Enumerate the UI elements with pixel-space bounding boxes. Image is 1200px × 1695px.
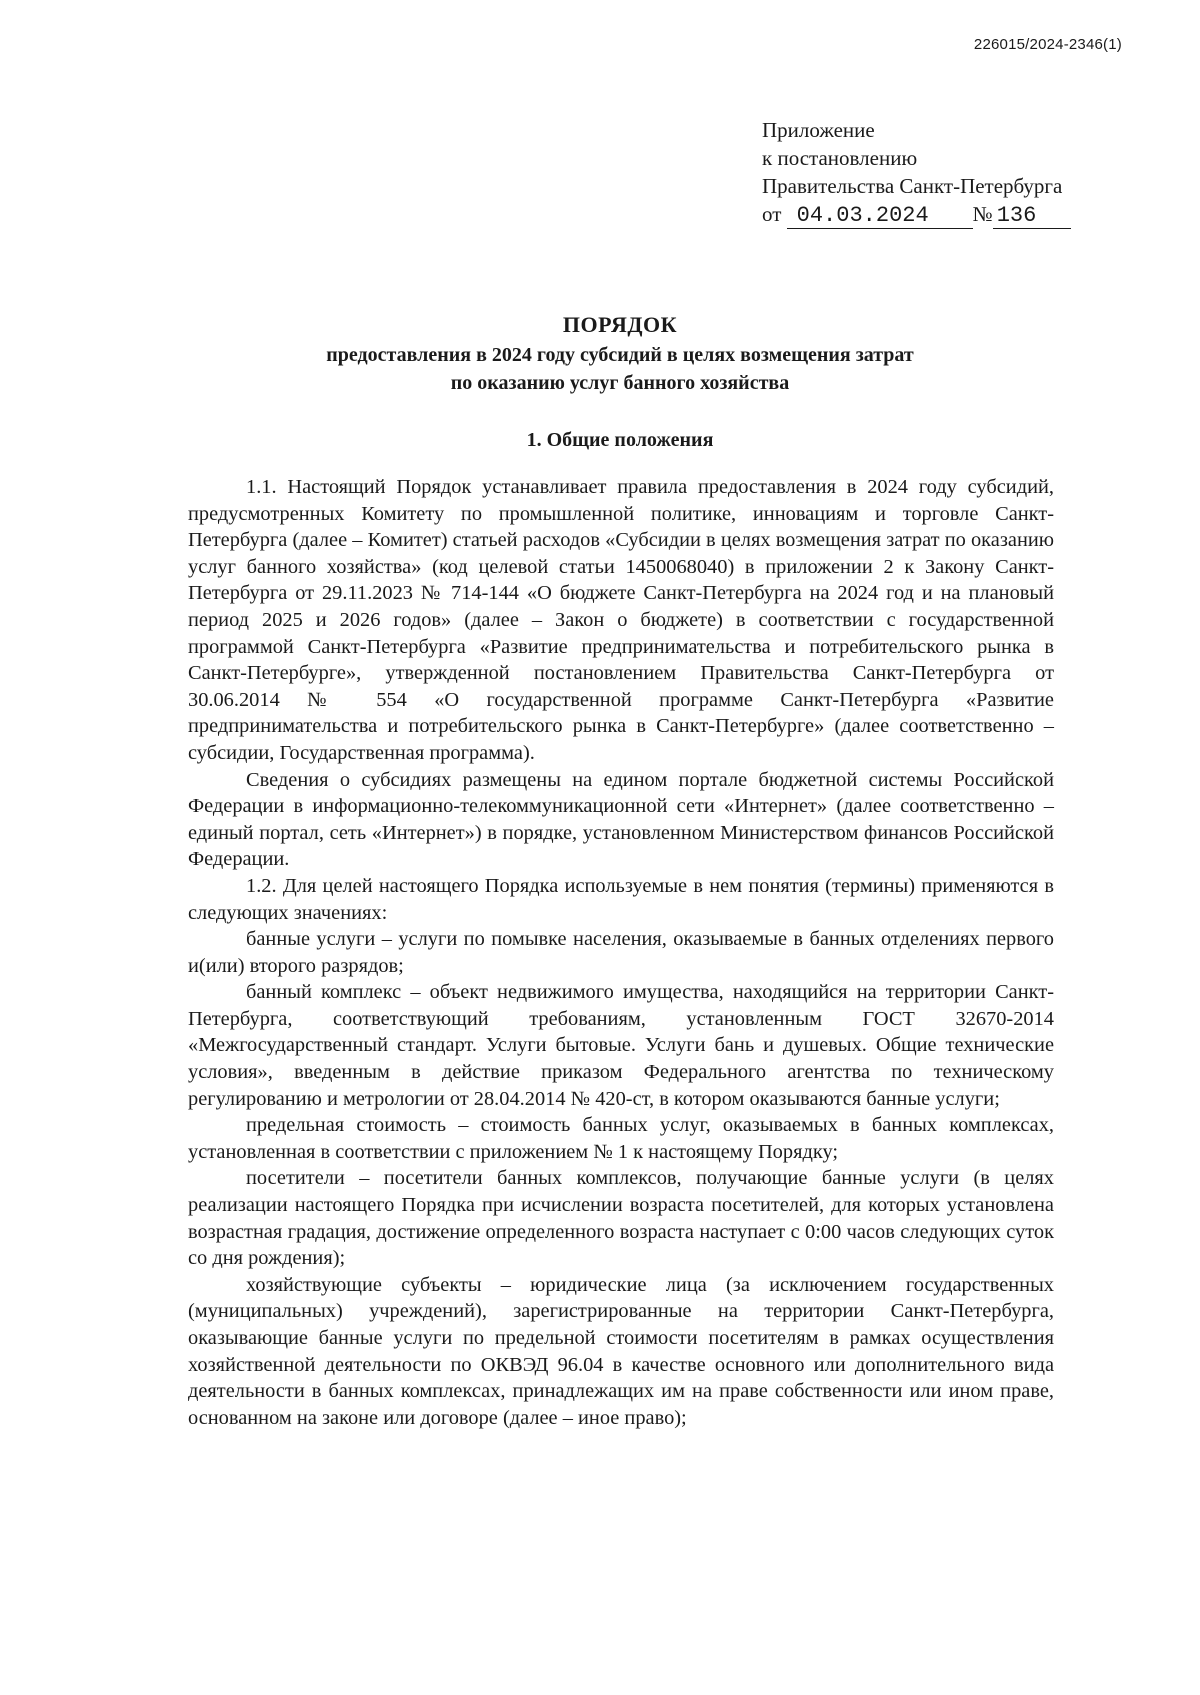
paragraph: 1.1. Настоящий Порядок устанавливает правила предоставления в 2024 году субсидий, предусмотренных Комитету по промышленной политике, инновациям и торговле Санкт-Петербурга (далее – Комитет) статьей расходов «Субсидии в целях возмещения затрат по оказанию услуг банного хозяйства» (код целевой статьи 1450068040) в приложении 2 к Закону Санкт-Петербурга от 29.11.2023 № 714-144 «О бюджете Санкт-Петербурга на 2024 год и на плановый период 2025 и 2026 годов» (далее – Закон о бюджете) в соответствии с государственной программой Санкт-Петербурга «Развитие предпринимательства и потребительского рынка в Санкт-Петербурге», утвержденной постановлением Правительства Санкт-Петербурга от 30.06.2014 № 554 «О государственной программе Санкт-Петербурга «Развитие предпринимательства и потребительского рынка в Санкт-Петербурге» (далее соответственно – субсидии, Государственная программа). bbox=[188, 476, 1054, 764]
number-prefix: № bbox=[972, 202, 993, 226]
paragraph: посетители – посетители банных комплексов, получающие банные услуги (в целях реализации настоящего Порядка при исчислении возраста посетителей, для которых установлена возрастная градация, достижение определенного возраста наступает с 0:00 часов следующих суток со дня рождения); bbox=[188, 1167, 1054, 1270]
appendix-line-1: Приложение bbox=[762, 118, 875, 142]
paragraph: банные услуги – услуги по помывке населения, оказываемые в банных отделениях первого и(или) второго разрядов; bbox=[188, 928, 1054, 977]
appendix-date-line bbox=[762, 200, 1071, 229]
section-heading: 1. Общие положения bbox=[526, 429, 714, 451]
appendix-block bbox=[762, 116, 1071, 229]
document-body bbox=[188, 474, 1054, 1431]
paragraph: 1.2. Для целей настоящего Порядка используемые в нем понятия (термины) применяются в следующих значениях: bbox=[188, 874, 1054, 924]
appendix-line-3: Правительства Санкт-Петербурга bbox=[762, 174, 1063, 198]
document-subtitle-line-2: по оказанию услуг банного хозяйства bbox=[450, 372, 790, 394]
paragraph: хозяйствующие субъекты – юридические лица (за исключением государственных (муниципальных) учреждений), зарегистрированные на территории Санкт-Петербурга, оказывающие банные услуги по предельной стоимости посетителям в рамках осуществления хозяйственной деятельности по ОКВЭД 96.04 в качестве основного или дополнительного вида деятельности в банных комплексах, принадлежащих им на праве собственности или ином праве, основанном на законе или договоре (далее – иное право); bbox=[188, 1273, 1054, 1429]
document-title: ПОРЯДОК bbox=[562, 312, 678, 337]
document-title-block bbox=[180, 310, 1060, 396]
paragraph: предельная стоимость – стоимость банных услуг, оказываемых в банных комплексах, установленная в соответствии с приложением № 1 к настоящему Порядку; bbox=[188, 1114, 1054, 1163]
appendix-line-2: к постановлению bbox=[762, 146, 918, 170]
date-prefix: от bbox=[762, 202, 782, 226]
document-code: 226015/2024-2346(1) bbox=[973, 36, 1122, 53]
paragraph: банный комплекс – объект недвижимого имущества, находящийся на территории Санкт-Петербурга, соответствующий требованиям, установленным ГОСТ 32670-2014 «Межгосударственный стандарт. Услуги бытовые. Услуги бань и душевых. Общие технические условия», введенным в действие приказом Федерального агентства по техническому регулированию и метрологии от 28.04.2014 № 420-ст, в котором оказываются банные услуги; bbox=[188, 981, 1054, 1110]
resolution-date: 04.03.2024 bbox=[787, 204, 973, 229]
paragraph: Сведения о субсидиях размещены на едином портале бюджетной системы Российской Федерации в информационно-телекоммуникационной сети «Интернет» (далее соответственно – единый портал, сеть «Интернет») в порядке, установленном Министерством финансов Российской Федерации. bbox=[188, 768, 1054, 871]
document-subtitle-line-1: предоставления в 2024 году субсидий в целях возмещения затрат bbox=[326, 344, 914, 366]
resolution-number: 136 bbox=[993, 204, 1071, 229]
